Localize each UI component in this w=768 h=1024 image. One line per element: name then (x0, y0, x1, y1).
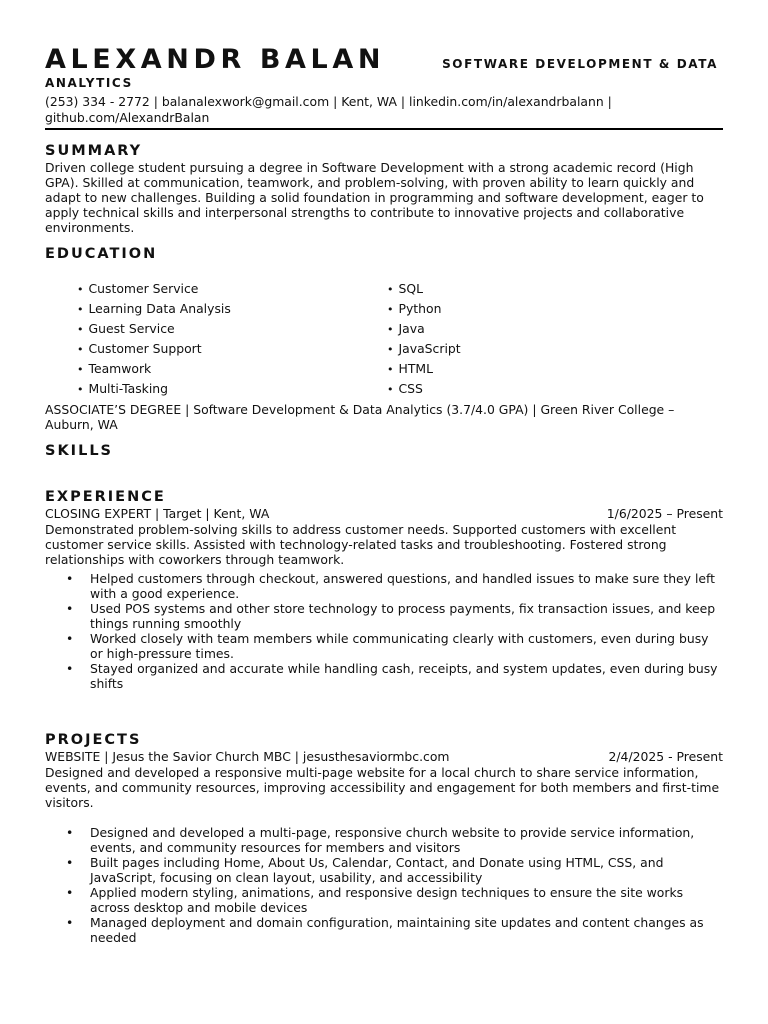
projects-heading: PROJECTS (45, 732, 142, 748)
list-item: • Multi-Tasking (77, 379, 387, 399)
education-list-right (387, 279, 461, 399)
list-item: • Used POS systems and other store technology to process payments, fix transaction issues, and keep things running smoothly (45, 601, 723, 631)
professional-title: SOFTWARE DEVELOPMENT & DATA (442, 57, 718, 71)
list-item: • Built pages including Home, About Us, Calendar, Contact, and Donate using HTML, CSS, and JavaScript, focusing on clean layout, usability, and accessibility (45, 855, 723, 885)
job-title: CLOSING EXPERT | Target | Kent, WA (45, 506, 270, 521)
job-bullets (45, 571, 723, 691)
list-item: • Helped customers through checkout, answered questions, and handled issues to make sure they left with a good experience. (45, 571, 723, 601)
project-description: Designed and developed a responsive multi-page website for a local church to share service information, events, and community resources, improving accessibility and engagement for both members and first-time visitors. (45, 765, 720, 810)
project-header (45, 749, 723, 765)
list-item: • Worked closely with team members while communicating clearly with customers, even during busy or high-pressure times. (45, 631, 723, 661)
project-bullets (45, 825, 723, 945)
job-description: Demonstrated problem-solving skills to address customer needs. Supported customers with excellent customer service skills. Assisted with technology-related tasks and troubleshooting. Fostered strong relationships with coworkers through teamwork. (45, 522, 677, 567)
list-item: • Customer Support (77, 339, 387, 359)
list-item: • Stayed organized and accurate while handling cash, receipts, and system updates, even during busy shifts (45, 661, 723, 691)
summary-text: Driven college student pursuing a degree in Software Development with a strong academic record (High GPA). Skilled at communication, teamwork, and problem-solving, with proven ability to learn quickly and adapt to new challenges. Building a solid foundation in programming and software development, eager to apply technical skills and interpersonal strengths to contribute to innovative projects and collaborative environments. (45, 160, 704, 235)
list-item: • Managed deployment and domain configuration, maintaining site updates and content changes as needed (45, 915, 723, 945)
list-item: • CSS (387, 379, 461, 399)
list-item: • Java (387, 319, 461, 339)
list-item: • Teamwork (77, 359, 387, 379)
project-dates: 2/4/2025 - Present (608, 749, 723, 764)
list-item: • JavaScript (387, 339, 461, 359)
resume-page (45, 44, 723, 945)
header-divider (45, 128, 723, 130)
list-item: • Applied modern styling, animations, and responsive design techniques to ensure the site works across desktop and mobile devices (45, 885, 723, 915)
job-header (45, 506, 723, 522)
header-row (45, 44, 723, 76)
contact-info (45, 94, 723, 126)
list-item: • Guest Service (77, 319, 387, 339)
summary-heading: SUMMARY (45, 143, 143, 159)
list-item: • Customer Service (77, 279, 387, 299)
contact-line: github.com/AlexandrBalan (45, 110, 210, 125)
skills-heading: SKILLS (45, 443, 113, 459)
professional-title-continued: ANALYTICS (45, 76, 133, 90)
candidate-name: ALEXANDR BALAN (45, 44, 386, 75)
list-item: • Python (387, 299, 461, 319)
contact-line: (253) 334 - 2772 | balanalexwork@gmail.com | Kent, WA | linkedin.com/in/alexandrbalann | (45, 94, 612, 109)
list-item: • SQL (387, 279, 461, 299)
list-item: • HTML (387, 359, 461, 379)
project-title: WEBSITE | Jesus the Savior Church MBC | jesusthesaviormbc.com (45, 749, 450, 764)
list-item: • Designed and developed a multi-page, responsive church website to provide service information, events, and community resources for members and visitors (45, 825, 723, 855)
experience-heading: EXPERIENCE (45, 489, 166, 505)
list-item: • Learning Data Analysis (77, 299, 387, 319)
education-list-left (77, 279, 387, 399)
job-dates: 1/6/2025 – Present (606, 506, 723, 521)
education-lists (45, 279, 723, 399)
degree-line: ASSOCIATE’S DEGREE | Software Development & Data Analytics (3.7/4.0 GPA) | Green River College – Auburn, WA (45, 402, 675, 432)
education-heading: EDUCATION (45, 246, 158, 262)
